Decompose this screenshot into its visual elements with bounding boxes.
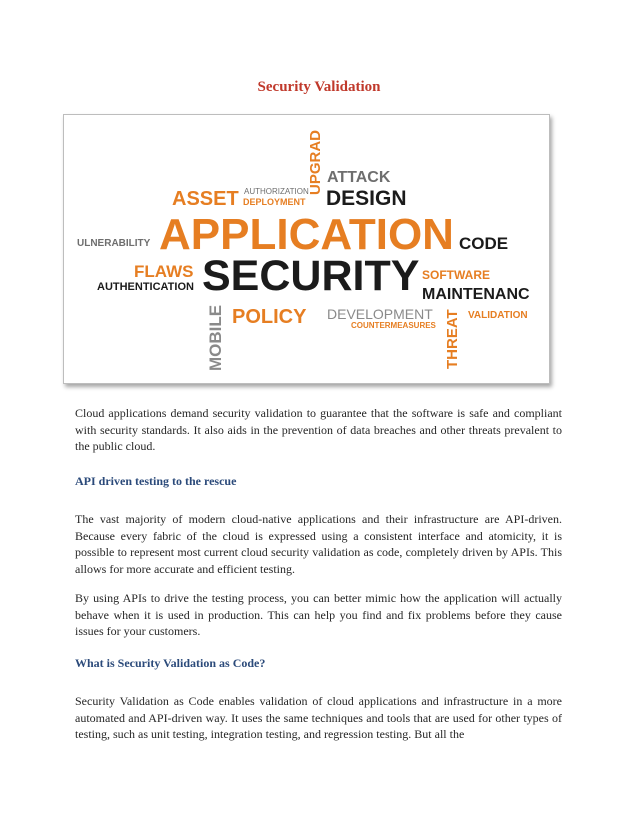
security-word-cloud <box>63 114 550 384</box>
validation-as-code-paragraph: Security Validation as Code enables validation of cloud applications and infrastructure in a more automated and API-driven way. It uses the same techniques and tools that are used for other types of testing, such as unit testing, integration testing, and regression testing. But all the <box>75 694 562 741</box>
word-policy: POLICY <box>232 306 307 328</box>
word-threat: THREAT <box>444 309 461 369</box>
word-security: SECURITY <box>202 252 420 300</box>
api-testing-paragraph-1: The vast majority of modern cloud-native applications and their infrastructure are API-driven. Because every fabric of the cloud is expressed using a consistent interface and atomicity, it is possible to represent most current cloud security validation as code, completely driven by APIs. This allows for more accurate and efficient testing. <box>75 512 562 576</box>
word-maintenance: MAINTENANC <box>422 286 530 303</box>
word-attack: ATTACK <box>327 169 391 186</box>
word-application: APPLICATION <box>159 210 454 259</box>
word-design: DESIGN <box>326 187 407 210</box>
word-authorization: AUTHORIZATION <box>244 187 309 196</box>
word-vulnerability: ULNERABILITY <box>77 238 151 249</box>
word-asset: ASSET <box>172 188 239 210</box>
word-countermeasures: COUNTERMEASURES <box>351 321 436 330</box>
section-heading-api-testing: API driven testing to the rescue <box>75 474 237 488</box>
intro-paragraph: Cloud applications demand security validation to guarantee that the software is safe and compliant with security standards. It also aids in the prevention of data breaches and other threats prevalent to the public cloud. <box>75 406 562 453</box>
document-title: Security Validation <box>257 79 381 95</box>
word-upgrad: UPGRAD <box>307 129 324 195</box>
word-code: CODE <box>459 234 509 253</box>
word-deployment: DEPLOYMENT <box>243 197 306 207</box>
word-mobile: MOBILE <box>206 304 225 371</box>
word-software: SOFTWARE <box>422 268 490 282</box>
section-heading-validation-as-code: What is Security Validation as Code? <box>75 656 266 670</box>
word-authentication: AUTHENTICATION <box>97 281 194 293</box>
word-development: DEVELOPMENT <box>327 306 433 322</box>
api-testing-paragraph-2: By using APIs to drive the testing process, you can better mimic how the application will actually behave when it is used in production. This can help you find and fix problems before they cause issues for your customers. <box>75 591 562 638</box>
word-flaws: FLAWS <box>134 262 194 281</box>
word-validation: VALIDATION <box>468 310 528 321</box>
